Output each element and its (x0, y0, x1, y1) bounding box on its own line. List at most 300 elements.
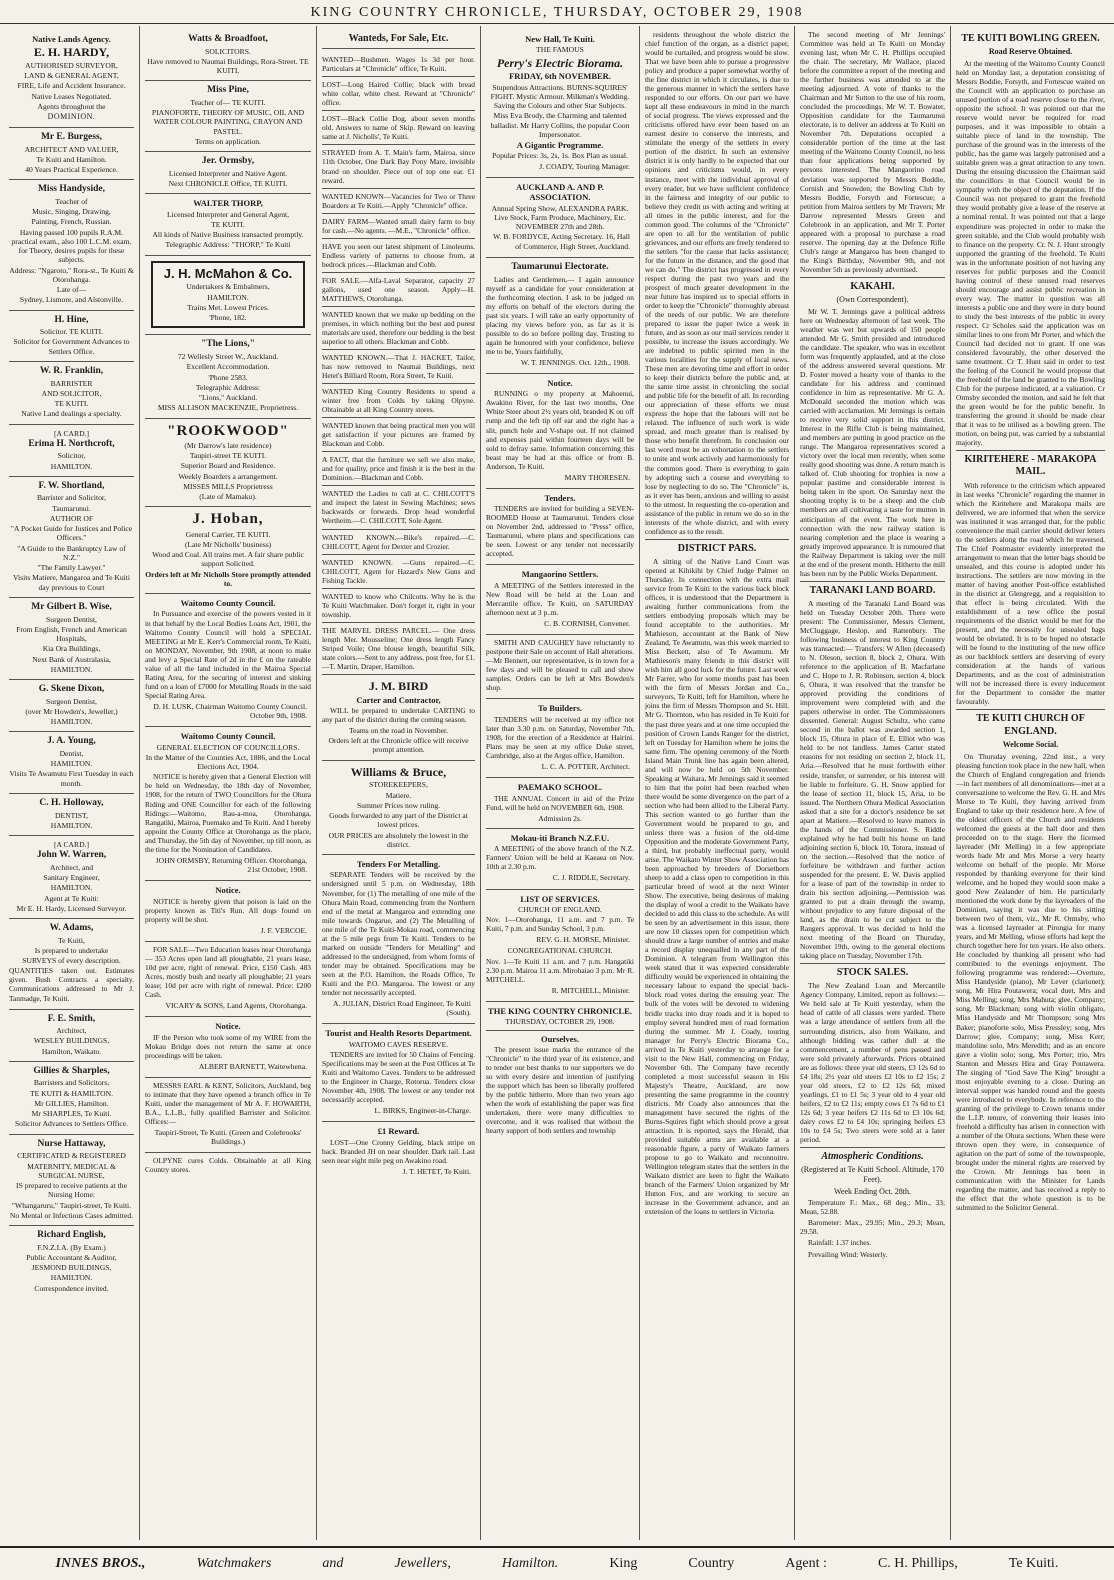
ad-line: Architect, and (49, 862, 93, 872)
ad-line: Solicitor, (57, 451, 86, 461)
divider (800, 581, 945, 582)
adams-ad (9, 919, 134, 1009)
article-body: A meeting of the Taranaki Land Board was held on Tuesday October 20th. There were present: The Commissioner, Messrs Clement, McCluggage, Heslop, and Rattenbury. The following business of interest to King Country was transacted:— Transfers: W Allen (deceased) to N. Oleson, section 8, block 2, Ohura. With reference to the application of B. Macfarlane and C. Hope to J. R. Robinson, section 4, block 6, Ohura, it was resolved that the transfer be approved providing the conditions of improvement were completed with and the papers otherwise in order. The Commissioners dissented. General: August Schultz, who came second in the ballot was awarded section 1, block 15, Ohura in place of E. Elliot who was held to be not landless. James Carter stated reasons for not residing on section 2, block 11, Aria.—Resolved that he must forthwith either reside, transfer, or surrender, or his interest will be liable to forfeiture. G. H. Snow applied for the lease of section 11, block 15, Aria, to be issued. The Northern Ohura Medical Association asked that a site for a doctor's residence be set apart at Matiere.—Resolved to leave matters in the hands of the Commissioner. S. Riddle explained why he had built his house on land adjoining section 6, block 10, Totora, instead of on the section.—Resolved that the notice of forfeiture be withdrawn and further action suspended for the present. E. W. Davis applied for a lease of part of the township in order to drain his section adjoining.—Permission was granted to put a drain through the swamp, without prejudice to any future disposal of the land, as the drain to be cut subject to the Rangers approval. It was decided to hold the next meeting of the Board on Thursday, November 19th, owing to the general elections taking place on Tuesday, November 17th. (800, 598, 945, 961)
forsale-notice (145, 942, 311, 1017)
smith-ad (9, 1010, 134, 1062)
section-title: TE KUITI BOWLING GREEN. (961, 33, 1100, 44)
ad-line: Telegraphic Address: "THORP," Te Kuiti (165, 240, 291, 250)
notice-line: Admission 2s. (538, 813, 582, 823)
ad-line: ARCHITECT AND VALUER, (24, 144, 119, 154)
ad-line: Te Kuiti and Hamilton. (36, 154, 107, 164)
ad-line: (Mr Darrow's late residence) (184, 440, 272, 450)
classified-item: WANTED KNOWN.—That J. HACKET, Tailor, has now removed to Naumai Buildings, next Hetet's Billiard Room, Rora Street, Te Kuiti. (322, 350, 475, 384)
article-body: With reference to the criticism which appeared in last weeks "Chronicle" regarding the manner in which the Kiritehere and Marakopa mails are delivered, we are informed that when the service was instituted it was arranged that, for the public convenience the mail carrier should deliver letters to the settlers along the road which he traversed. The Chief Postmaster evidently interpreted the arrangement to mean that the letter bags should be unsealed, and this course is adopted under his instructions. The settlers are now moving in the matter of having another Post-office established in the district at Glengregg, and a requisition to that effect is being circulated. With the establishment of a new office the postal requirements of the district would be met for the present, and the necessity for unsealed bags would be obviated. It is to be hoped no obstacle will be found to the instituting of the new office as our backblock settlers are deserving of every consideration at the hands of various Departments, and as the cost of administration will not be increased there is every inducement for the Department to consider the matter favourably. (956, 480, 1105, 707)
ad-line: No Mental or Infectious Cases admitted. (9, 1210, 134, 1220)
ad-line: General Carrier, TE KUITI. (185, 529, 271, 539)
hoban-ad (145, 507, 311, 594)
ad-line: Surgeon Dentist, (46, 614, 97, 624)
section-title: KIRITEHERE - MARAKOPA MAIL. (964, 454, 1097, 478)
ad-line: HAMILTON. (50, 759, 93, 769)
notice2 (145, 1017, 311, 1078)
hine-ad (9, 311, 134, 362)
ad-line: Trains Met. Lowest Prices. (187, 302, 269, 312)
notice-signature: C. J. RIDDLE, Secretary. (552, 873, 630, 883)
ad-name: W. Adams, (49, 923, 94, 934)
footer-banner (0, 1546, 1114, 1580)
article-body: The second meeting of Mr Jennings' Committee was held at Te Kuiti on Monday evening last, when Mr C. H. Phillips occupied the chair. The secretary, Mr Wallace, placed before the committee a report of the meeting and the further business was attended to at the meeting adjourned. A vote of thanks to the Chairman and Mr Sutton to the use of his room, concluded the proceedings. Mr W. T. Bowater, Opposition candidate for the Taumarunui electorate, is to deliver an address at Te Kuiti on November 7th. Deputations occupied a considerable portion of the time at the last meeting of the Waitomo County Council, no less than four applications being supported by persons interested. The Mangaorino road deviation was supported by Messrs Boddie, Cornish and Snowden; the Bowling Club by Messrs Boddie, Forsyth and Fortescue; a petition from Mairoa settlers by Mr Travers; Mr Darrow represented Messrs Green and Colebrook in an application, and Mr T. Porter appeared with a proposal to purchase a road reserve. The opening day at the Defence Rifle Club's range at Mangaroa has been changed to the King's Birthday, November 9th, and not November 5th as previously advertised. (800, 30, 945, 274)
article-body: The present issue marks the entrance of the "Chronicle" to the third year of its existence, and to tender our best thanks to our supporters we do so with every desire and intention of justifying the support which has been so liberally proffered by the public hitherto. More than two years ago when the work of establishing the paper was first undertaken, there were many difficulties to overcome, and it was realised that without the hearty support of both settlers and township (486, 1045, 634, 1136)
ad-line: Taumarunui. (52, 503, 91, 513)
ad-name: J. M. BIRD (368, 678, 429, 693)
ad-subtitle: Carter and Contractor, (356, 694, 441, 705)
ad-line: Matiere. (385, 790, 412, 800)
ad-line: Hamilton, Waikato. (41, 1046, 102, 1056)
lions-ad (145, 335, 311, 418)
footer-word: Agent : (785, 1556, 827, 1571)
burgess-ad (9, 128, 134, 180)
divider (800, 1147, 945, 1148)
classified-item: DAIRY FARM—Wanted small dairy farm to buy for cash.—No agents. —M.E., "Chronicle" office. (322, 214, 475, 239)
notice-body: SMITH AND CAUGHEY have reluctantly to postpone their Sale on account of Hall alterations.—Mr Bennett, our representative, is in town for a few days and will be pleased to call and show samples. Orders can be left at Mrs Bowden's shop. (486, 638, 634, 693)
tenders-notice (486, 489, 634, 566)
footer-word: INNES BROS., (55, 1556, 146, 1571)
handyside-ad (9, 180, 134, 310)
footer-word: Watchmakers (196, 1556, 272, 1571)
ad-card: [A CARD.] (53, 840, 90, 850)
weather-wind: Prevailing Wind: Westerly. (808, 1249, 888, 1259)
section-title: KAKAHI. (850, 280, 895, 292)
ad-line: Goods forwarded to any part of the District at lowest prices. (329, 811, 468, 830)
ad-name: J. H. McMahon & Co. (163, 265, 293, 281)
notice-signature: ALBERT BARNETT, Waitewhena. (198, 1061, 307, 1071)
ad-name: AUCKLAND A. AND P. ASSOCIATION. (516, 181, 604, 203)
article-body: At the meeting of the Waitomo County Council held on Monday last, a deputation consisting of Messrs Boddie, Forsyth, and Fortescue waited on the Council with an application to purchase an unused portion of a road reserve close to the river, opposite the school. It was pointed out that the reserve would never be required for road purposes, and it was impossible to obtain a suitable piece of land in the township. The purchase of the ground was in the interests of the public, has the game was largely patronised and a suitable green was a great attraction to any town. During the ensuing discussion the Chairman said the councillors in that Council would be in sympathy with the object of the deputation. If the Council was not prepared to grant the freehold they would probably give a lease of the reserve at a nominal rental. It was pointed out that a large expenditure was projected in order to make the green suitable, and the Club would probably wish to finance on the property. Cr. N. J. Hunt strongly supported the granting of the freehold. Te Kuiti was in the unfortunate position of not having any reserves for public purposes and the Council having control of these unused road reserves should encourage and assist public recreation in every way. The matter in question was all interests a public one and they were in duty bound to study the best interests of the public in every respect. Cr Scholes said the application was on similar lines to one from Mr Porter, and which the Council had decided not to grant. If one was considered favourably, the other deserved the same treatment. Cr T. Hunt said in order to test the feeling of the Council he would propose that the freehold of the land be granted to the Bowling Club for the purpose indicated, at a valuation. Cr Ormsby seconded the motion, and said he felt that the green would be for the public benefit. In transferring the ground it should be made clear that it was to be utilised as a bowling green. The motion, on being put, was carried by a substantial majority. (956, 58, 1105, 448)
church-times: Nov. 1—Otorohanga, 11 a.m. and 7 p.m. Te Kuiti, 7 p.m. and Sunday School, 3 p.m. (486, 915, 634, 934)
notice-body: SEPARATE Tenders will be received by the undersigned until 5 p.m. on Wednesday, 18th November, for (1) The metalling of one mile of the Ohura Main Road, commencing from the Northern end of the metal at Mangaroa and extending one mile towards Ongarue, and (2) The Metalling of one mile of the Te Kuiti-Mokau road, commencing at the 5 mile pegs from Te Kuiti. Tenders to be marked on outside "Tenders for Metalling" and addressed to the undersigned, from whom forms of tender may be obtained. Specifications may be seen at the P.O. Hamilton, the Roads Office, Te Kuiti and the P.O. Mangaroa. The lowest or any tender not necessarily accepted. (322, 870, 475, 997)
wcc1-notice (145, 594, 311, 727)
ad-line: Have removed to Naumai Buildings, Rora-Street. TE KUITI. (147, 56, 309, 76)
classified-item: THE MARVEL DRESS PARCEL.— One dress length Mer. Mousseline; One dress length Fancy Striped Voile; One blouse length, beautiful Silk, state colors.—Sent to any address, post free, for £1.—T. Martin, Draper, Hamilton. (322, 623, 475, 675)
ad-header: Native Lands Agency. (32, 34, 111, 44)
church-times: Nov. 1—Te Kuiti 11 a.m. and 7 p.m. Hangatiki 2.30 p.m. Mairoa 11 a.m. Mirohaiao 3 p.m. Mr R. MITCHELL. (486, 956, 634, 984)
columns (4, 26, 1110, 1540)
ad-line: (over Mr Howden's, Jeweller,) (25, 706, 118, 716)
ad-line: Agents throughout the (37, 101, 106, 111)
section-title: TARANAKI LAND BOARD. (809, 584, 936, 596)
ad-line: Native Leases Negotiated. (31, 91, 112, 101)
ad-name: Perry's Electric Biorama. (496, 55, 624, 70)
ad-name: "The Lions," (201, 339, 255, 350)
smith-caughey-notice (486, 635, 634, 699)
notice-signature: C. B. CORNISH, Convener. (544, 618, 630, 628)
footer-word: and (322, 1556, 344, 1571)
rookwood-ad (145, 419, 311, 508)
notice-title: Mokau-iti Branch N.Z.F.U. (510, 832, 610, 843)
notice-signature: Taupiri-Street, Te Kuiti. (Green and Colebrooks' Buildings.) (154, 1128, 302, 1147)
ad-name: Gillies & Sharples, (33, 1065, 110, 1076)
mcmahon-ad (145, 256, 311, 336)
ad-line: HAMILTON. (50, 820, 93, 830)
ad-line: Surgeon Dentist, (46, 696, 97, 706)
column-4 (481, 26, 640, 1540)
ad-line: Painting, French, Russian. (31, 217, 112, 227)
weather-temperature: Temperature F.: Max., 68 deg.; Min., 33; Mean, 52.88. (800, 1198, 945, 1217)
church-name: CHURCH OF ENGLAND. (518, 904, 602, 914)
ad-line: Annual Spring Show, ALEXANDRA PARK. Live Stock, Farm Produce, Machinery, Etc. NOVEMBER 27th and 28th. (491, 203, 629, 232)
notice-signature: JOHN ORMSBY, Returning Officer. Otorohanga, 21st October, 1908. (155, 855, 307, 874)
ad-name: Nurse Hattaway, (37, 1138, 106, 1149)
ad-line: 'Phone, 182. (209, 313, 247, 323)
notice-body: NOTICE is hereby given that poison is laid on the property known as Titi's Run. All dogs found on property will be shot. (145, 896, 311, 924)
weather-rainfall: Rainfall: 1.37 inches. (808, 1238, 872, 1248)
weather-week: Week Ending Oct. 28th. (834, 1186, 911, 1196)
ad-line: Agent at Te Kuiti: (44, 893, 99, 903)
ad-line: PIANOFORTE, THEORY OF MUSIC, OIL AND WATER COLOUR PAINTING, CRAYON AND PASTEL. (151, 108, 305, 136)
ad-line: Terms on application. (195, 136, 261, 146)
ad-name: W. R. Franklin, (39, 365, 104, 376)
wcc2-notice (145, 727, 311, 881)
article-body: Mr W. T. Jennings gave a political address here on Wednesday afternoon of last week. The weather was wet but upwards of 150 people attended. Mr G. Smith presided and introduced the candidate. The speaker, who was in excellent form was frequently applauded, and at the close of the address answered several questions. Mr D. Foster moved a hearty vote of thanks to the candidate for his address and continued confidence in him as representative. Mr G. A. McDonald seconded the motion which was carried with acclamation. Mr Jennings is certain to receive very solid support in this district. Interest in the Rifle Club is being maintained, and members are putting in good practice on the range. The Mangaroa representatives scored a victory over the local men recently, when some really good shooting was done. A return match is talked of. Club shooting for trophies is now a popular pastime and considerable interest is being taken in the sport. On Saturday next the shooting trophy is to be a sheep and the club members are all cultivating a taste for mutton in anticipation of the event. The work here in connection with the new railway station is nearing completion and the place is wearing a greatly improved appearance. It is rumoured that the Railway Department is taking over the mill at the end of the present month. Hitherto the mill has been run by the Public Works Department. (800, 306, 945, 578)
ad-name: J. Hoban, (192, 511, 264, 528)
notice-signature: J. F. VERCOE. (260, 925, 307, 935)
builders-notice (486, 699, 634, 778)
ad-header: New Hall, Te Kuiti. (525, 34, 595, 44)
notice-subtitle: WAITOMO CAVES RESERVE. (348, 1039, 449, 1049)
ad-line: F.N.Z.I.A. (By Exam.) (37, 1242, 106, 1252)
franklin-ad (9, 362, 134, 425)
notice-body: NOTICE is hereby given that a General Election will be held on Wednesday, the 18th day of November, 1908, for the return of TWO Councillors for the Ohura Riding and ONE Councillor for each of the following Ridings:—Waitomo, Rau-a-moa, Otorohanga, Rangatiki, Mairoa, Puemako and Te Kuiti. And I hereby appoint the County Office at Otorohanga as the place, and Thursday, the 5th day of November, up till noon, as the time for the Nomination of Candidates. (145, 772, 311, 854)
divider (645, 539, 789, 540)
ad-line: Popular Prices: 3s, 2s, 1s. Box Plan as usual. (492, 151, 628, 161)
ad-line: HAMILTON. (50, 883, 93, 893)
ad-body: WILL be prepared to undertake CARTING to any part of the district during the coming season. (322, 705, 475, 724)
tourist-tender (322, 1024, 475, 1122)
ad-name: Miss Handyside, (37, 184, 106, 195)
ad-line: Next Bank of Australasia, (32, 654, 111, 664)
ad-line: Native Land dealings a specialty. (21, 409, 122, 419)
ad-name: Mr Gilbert B. Wise, (31, 601, 112, 612)
ad-line: Teams on the road in November. (348, 725, 448, 735)
ad-line: A Gigantic Programme. (516, 140, 604, 151)
church-name: CONGREGATIONAL CHURCH. (507, 946, 613, 956)
notice-title: Tenders. (544, 492, 576, 503)
church-minister: R. MITCHELL, Minister. (551, 985, 630, 995)
ad-line: From English, French and American Hospitals, (16, 624, 127, 644)
warren-ad (9, 836, 134, 919)
ad-line: Undertakers & Embalmers, (186, 282, 270, 292)
ad-line: SOLICITORS. (205, 46, 251, 56)
classified-item: WANTED known that being practical men you will get satisfaction if your pictures are framed by Blackman and Cobb. (322, 418, 475, 452)
notice-signature: D. H. LUSK, Chairman Waitomo County Council. October 9th, 1908. (153, 701, 307, 721)
ad-line: WESLEY BUILDINGS, (33, 1036, 110, 1046)
ad-line: FIRE, Life and Accident Insurance. (17, 81, 126, 91)
notice-body: Ladies and Gentlemen,— I again announce myself as a candidate for your consideration at the forthcoming election. I ask to be judged on my efforts on behalf of the electors during the past six years. I will take an early opportunity of placing my views before you, as far as it is possible to do so before polling day. Trusting to again be honoured with your confidence, believe me to be, Yours faithfully, (486, 274, 634, 356)
ad-line: Telegraphic Address: (195, 382, 261, 392)
classified-item: WANTED known that we make up bedding on the premises, in which nothing but the best and purest materials are used, therefore our bedding is the best superior to all others. Blackman and Cobb. (322, 307, 475, 350)
young-ad (9, 732, 134, 794)
ad-line: AND SOLICITOR, (41, 388, 102, 398)
ad-name: John W. Warren, (36, 850, 107, 861)
notice-signature: J. T. HETET, Te Kuiti. (402, 1166, 471, 1176)
steer-notice (486, 374, 634, 489)
notice-body: RUNNING o my property at Mahoenui, Awakino River, for the last two months, One White Steer about 2½ years old, branded K on off rump and the left tip off ear and the right has a slit, punch hole and V-shape out. If not claimed and expenses paid within fourteen days will be sold to defray same. Information concerning this beast may be had at this office or from B. Anderson, Te Kuiti. (486, 389, 634, 471)
classified-item: STRAYED from A. T. Main's farm, Mairoa, since 11th October, One Dark Bay Pony Mare, invisible brand on shoulder. Piece out of top one ear. £1 reward. (322, 145, 475, 188)
ad-name: Williams & Bruce, (350, 764, 447, 779)
shortland-ad (9, 477, 134, 598)
ad-line: HAMILTON. (50, 461, 93, 471)
hardy-ad (9, 30, 134, 128)
ad-name: Jer. Ormsby, (201, 156, 255, 167)
notice-title: Notice. (215, 885, 241, 896)
ad-name: F. E. Smith, (47, 1013, 96, 1024)
northcroft-ad (9, 425, 134, 477)
ad-line: BARRISTER (50, 378, 93, 388)
mangaorino-notice (486, 565, 634, 635)
notice-body: FOR SALE—Two Education leases near Otorohanga— 353 Acres open land all ploughable, 21 years lease, 10d per acre, right of renewal. Price, £150 Cash. 483 Acres, mostly bush and nearly all ploughable; 21 years lease; 10d per acre with right of renewal. Price: £200 Cash. (145, 944, 311, 1000)
ad-line: THE FAMOUS (536, 45, 584, 55)
ad-name: E. H. HARDY, (33, 45, 110, 60)
ad-name: Watts & Broadfoot, (188, 34, 268, 44)
column-5 (640, 26, 795, 1540)
notice-title: £1 Reward. (377, 1126, 420, 1137)
church-minister: REV. G. H. MORSE, Minister. (536, 935, 630, 945)
electorate-notice (486, 258, 634, 374)
ad-line: DENTIST, (55, 810, 88, 820)
ad-line: Next CHRONICLE Office, TE KUITI. (168, 178, 288, 188)
ad-line: "The Family Lawyer." (37, 563, 106, 573)
ad-line: OUR PRICES are absolutely the lowest in the district. (328, 830, 469, 849)
divider (800, 277, 945, 278)
notice-body: In Pursuance and exercise of the powers vested in it in that behalf by the Local Bodies Loans Act, 1901, the Waitomo County Council will hold a SPECIAL MEETING at Mr E. Kerr's Commercial room, Te Kuiti, on MONDAY, November, 9th 1908, at noon to make and levy a Special Rate of 2d in the £ on the rateable value of all the land included in the Mairoa Special Rating Area, for the securing of interest and sinking fund on a loan of £7000 for Metalling Roads in the said Special Rating Area. (145, 609, 311, 700)
classified-item: LOST—Long Haired Collie; black with bread white collar, white chest. Reward at "Chronicle" office. (322, 77, 475, 111)
section-subtitle: (Own Correspondent). (836, 295, 909, 305)
ad-line: (Late Mr Nicholls' business) (184, 539, 272, 549)
ad-line: Music, Singing, Drawing, (32, 207, 111, 217)
wise-ad (9, 598, 134, 680)
ad-line: AUTHORISED SURVEYOR, (25, 60, 118, 70)
divider (486, 1030, 634, 1031)
notice-title: Tenders For Metalling. (356, 859, 441, 870)
footer-word: Country (688, 1556, 735, 1571)
ad-line: Stupendous Attractions. BURNS-SQUIRES' FIGHT. Mystic Armour. Milkman's Wedding. Saving the Colours and other Star Subjects. (490, 82, 630, 111)
divider (322, 48, 475, 49)
notice1 (145, 881, 311, 942)
mokau-notice (486, 829, 634, 890)
ad-line: Dentist, (59, 748, 84, 758)
ad-line: "Lions," Auckland. (198, 393, 258, 403)
mcmahon-box (151, 261, 305, 329)
ad-line: Visits Matiere, Mangaroa and Te Kuiti day previous to Court (13, 573, 130, 592)
biorama-ad (486, 30, 634, 178)
ad-line: MISSES MILLS Proprietress (183, 481, 273, 491)
notice-title: Taumarunui Electorate. (511, 261, 609, 272)
ad-line: Mr E. H. Hardy, Licensed Surveyor. (16, 903, 127, 913)
notice-signature: VICARY & SONS, Land Agents, Otorohanga. (165, 1001, 307, 1011)
earl-notice (145, 1078, 311, 1153)
ad-name: H. Hine, (54, 314, 89, 325)
notice-title: LIST OF SERVICES. (520, 893, 600, 904)
notice-signature: W. T. JENNINGS. Oct. 12th., 1908. (520, 357, 630, 367)
article-body: A sitting of the Native Land Court was opened at Kihikihi by Chief Judge Palmer on Thursday. In connection with the extra mail service from Te Kuiti to the various back block offices, it is understood that the Department is awaiting further communications from the settlers embodying proposals which may be found acceptable to the authorities. Mr Mathieson, accountant at the Bank of New Zealand, Te Awamutu, was this week married to Miss Beckett, also of Te Awamutu. Mr Mathieson's many friends in this district will wish him all good luck for the future. Last week Mr Farrer, who for some months past has been with the firm of Messrs Jordan and Co., surveyors, Te Kuiti, left for Hamilton, where he joins the firm of Messrs Thompson and St. Hill. Mr G. Thornton, who has resided in Te Kuiti for the past three years and at one time occupied the position of Crown Lands Ranger for the district, left on Tuesday for Hamilton where he joins the same firm. The opening ceremony of the North Island Main Trunk line has again been altered, and will now be held on 5th November. Speaking at Waitara, Mr Jennings said it seemed to him that the point had been reached when there would be some divergence on the part of a section who had been allied to the Liberal Party. This section wanted to go further than the Government would be prepared to go, and unless there was a fusion of the old-time Opposition and the moderate Government Party, a third, but probably ineffectual party, would arise. The Waikato Winter Show Association has been approached by breeders of Dorsethorn sheep to add a class open to competition in this particular breed of wool at the next Winter Show. The executive, being desirous of making the display of wool a credit to the Waikato have decided to add this class to the schedule. As will be seen by an advertisement in this issue, there are now 10 classes open for competition which should draw a large number of entries and make a record display unequalled in any part of the Dominion. A telegram from Wellington this week stated that it was expected considerable difficulty would be experienced in obtaining the necessary labour to expand the special back-block road votes during the ensuing year. The bulk of the votes will be devoted to widening bridle tracks into dray roads and it is hoped to employ several hundred men of road formation during the summer. Mr J. Coady, touring manager for Perry's Electric Biorama Co., arrived in Te Kuiti yesterday to arrange for a visit to the New Hall, commencing on Friday, November 6th. The Company have recently completed a most successful season in His Majesty's Theatre, Auckland, are now presenting the same programme in the country districts. Mr Coady also announces that the management have secured the rights of the Burns-Squires fight which should prove a great attraction. It is reported, says the Herald, that provided suitable arms are available at a reasonable figure, a party of Waikato farmers propose to go to Waikato and reconnoitre. Wellington telegram states that the settlers in the Waikato district are keen to fight the Waikato branch of the Farmers' Union organized by Mr Hutton Fox, and are working to secure an increase in the Government advance, and an extension of the loans to settlers in Victoria. (645, 556, 789, 1217)
section-subtitle: Welcome Social. (1002, 739, 1059, 749)
ad-name: Miss Pine, (207, 85, 249, 96)
ad-date: FRIDAY, 6th NOVEMBER. (509, 71, 611, 82)
footer-word: Te Kuiti. (1008, 1556, 1059, 1571)
classified-item: LOST—Black Collie Dog, about seven months old. Answers to name of Skip. Reward on leaving same at J. Nicholls', Te Kuiti. (322, 111, 475, 145)
article-body: The New Zealand Loan and Mercantile Agency Company, Limited, report as follows:— We held sale at Te Kuiti yesterday, when the head of cattle of all classes were yarded. There was a large attendance of settlers from all the surrounding districts, also from Waikato, and although bidding was rather dull at the commencement, a number of pens passed and were sold privately afterwards. Prices obtained are as follows: three year old steers, £3 12s 6d to £4 18s; 2½ year old steers £2 10s to £2 15s; 2 year old steers, £2 to £2 12s 6d; mixed yearlings, £1 to £1 5s; 3 year old to 4 year old heifers, £2 to £2 11s; empty cows £1 7s 6d to £1 12s 6d; 3 year heifers £2 11s 6d to £3 10s 6d; dairy cows £2 to £4 10s; springing heifers £3 10s to £4 5s; Two steers were sold at a later period. (800, 981, 945, 1144)
notice-body: TENDERS are invited for building a SEVEN-ROOMED House at Taumarunui. Tenders close on November 2nd, addressed to "Press" office, Taumarunui, where plans and specifications can be seen. Lowest or any tender not necessarily accepted. (486, 504, 634, 559)
english-ad (9, 1226, 134, 1298)
column-7 (951, 26, 1110, 1540)
ad-line: HAMILTON. (50, 717, 93, 727)
ad-line: Solicitor Advances to Settlers Office. (14, 1119, 129, 1129)
ad-line: Solicitor. TE KUITI. (39, 327, 104, 337)
ad-line: TE KUITI. (211, 219, 245, 229)
ad-line: HAMILTON. (207, 292, 249, 302)
ad-line: Mr SHARPLES, Te Kuiti. (31, 1109, 112, 1119)
classified-item: WANTED the Ladies to call at C. CHILCOTT'S and inspect the latest in Sewing Machines; sews backwards or forwards. Drop head wonderful Wertheim.—C. CHILCOTT, Sole Agent. (322, 486, 475, 529)
classified-item: WANTED—Bushmen. Wages 1s 3d per hour. Particulars at "Chronicle" office, Te Kuiti. (322, 52, 475, 77)
ad-line: Orders left at the Chronicle office will receive prompt attention. (328, 736, 469, 755)
section-subtitle: (Registered at Te Kuiti School. Altitude, 170 Feet). (801, 1165, 944, 1184)
ad-name: WALTER THORP, (193, 198, 263, 209)
ad-line: MISS ALLISON MACKENZIE, Proprietress. (157, 403, 299, 413)
divider (800, 963, 945, 964)
notice-body: OLPYNE cures Colds. Obtainable at all King Country stores. (145, 1155, 311, 1174)
ad-line: Barristers and Solicitors, (33, 1078, 110, 1088)
ad-line: Correspondence invited. (34, 1283, 109, 1293)
notice-body: TENDERS will be received at my office not later than 3.30 p.m. on Saturday, November 7th, 1908, for the erection of a Residence at Hairini. Plans may be seen at my office Duke street, Cambridge, also at the Argus office, Hamilton. (486, 714, 634, 760)
classified-item: A FACT, that the furniture we sell we also make, and for quality, price and finish it is the best in the Dominion.—Blackman and Cobb. (322, 452, 475, 486)
ad-line: 'Phone 2583. (208, 372, 248, 382)
ad-name: J. A. Young, (47, 736, 96, 747)
ad-line: HAMILTON. (50, 664, 93, 674)
notice-body: LOST—One Cronny Gelding, black stripe on back. Branded JH on near shoulder. Dark tail. Last seen near eight mile peg on Awakino road. (322, 1137, 475, 1165)
ad-line: All kinds of Native Business transacted promptly. (152, 230, 304, 240)
ad-line: Te Kuiti, (58, 935, 85, 945)
notice-body: A MEETING of the Settlers interested in the New Road will be held at the Loan and Mercantile office, Te Kuiti, on SATURDAY afternoon next at 3 p..m. (486, 580, 634, 617)
notice-signature: L. C. A. POTTER, Architect. (541, 761, 630, 771)
dixon-ad (9, 680, 134, 732)
ad-line: Teacher of— TE KUITI. (190, 97, 266, 107)
auckland-show-ad (486, 178, 634, 258)
classified-item: FOR SALE.—Alfa-Laval Separator, capacity 27 gallons, used one season. Apply—H. MATTHEWS, Otorohanga. (322, 273, 475, 307)
ad-line: Barrister and Solicitor, (36, 493, 107, 503)
notice-title: PAEMAKO SCHOOL. (517, 782, 603, 793)
ad-line: Sydney, Lismore, and Alstonville. (19, 295, 124, 305)
classified-item: HAVE you seen our latest shipment of Linoleums. Endless variety of patterns to choose from, at bedrock prices.—Blackman and Cobb. (322, 239, 475, 273)
thorp-ad (145, 194, 311, 255)
ad-line: Licensed Interpreter and General Agent, (166, 209, 290, 219)
column-6 (795, 26, 951, 1540)
williams-ad (322, 761, 475, 855)
ad-line: IS prepared to receive patients at the Nursing Home: (16, 1181, 127, 1200)
footer-word: King (609, 1556, 638, 1571)
paemako-notice (486, 778, 634, 829)
ad-line: Orders left at Mr Nicholls Store promptly attended to. (145, 569, 311, 588)
ad-line: Solicitor for Government Advances to Settlers Office. (13, 337, 130, 356)
ad-name: Mr E. Burgess, (40, 131, 103, 142)
ad-line: STOREKEEPERS, (369, 780, 428, 790)
ad-line: AUTHOR OF (49, 513, 94, 523)
notice-title: Notice. (547, 378, 573, 389)
notice-title: Waitomo County Council. (180, 598, 276, 609)
ad-line: QUANTITIES taken out. Estimates given. Bush Contracts a specialty. Communications addressed to Mr J. Tanmadge, Te Kuiti. (9, 966, 134, 1003)
notice-title: To Builders. (537, 703, 583, 714)
footer-word: Jewellers, (394, 1556, 451, 1571)
ad-line: JESMOND BUILDINGS, (31, 1263, 112, 1273)
column-2 (140, 26, 317, 1540)
watts-ad (145, 30, 311, 81)
ad-line: Excellent Accommodation. (186, 362, 270, 372)
article-body: residents throughout the whole district the chief function of the organ, as a district paper, would be curtailed, and progress would be slow. That we have been able to pursue a progressive policy and produce a paper somewhat worthy of the fine district in which it circulates, is due to the generous manner in which the settlers have responded to our efforts. On our part we have kept all these endeavours in mind in the march of social progress. The views expressed and the criticisms offered have ever been based on an earnest desire to conserve the interests, and stimulate the energy of the settlers in every portion of the district. In such an extensive district it is only hardly to be expected that our opinions and criticisms would, in every instance, meet with the individual approval of every reader, but we have sufficient confidence in the fairness and integrity of our public to believe they credit us with acting and writing at all times in the public interest, and for the common good. The columns of the "Chronicle" are open to all for the ventilation of public grievances, and our efforts are freely tendered to the settlers "for the cause that lacks assistance; for the future in the distance, and the good that we can do." The district has progressed in every respect during the past two years and the prospect of much greater development in the near future has inspired us to special efforts in order to keep the "Chronicle" thoroughly abreast of the needs of our public. We are therefore prepared to issue the paper twice a week in future, and as soon as our mail services render it possible, to increase the issues accordingly. We are indebted to public spirited men in the various localities for the supply of local news. These men are devoting time and effort in order to keep their districts before the public and, at the same time assist in chronicling the social and public life for the benefit of all. In recording our appreciation of these efforts we must express the hope that the labours will not be relaxed. The influence of such work is wide spread, and much greater than is realised by those who benefit therefrom. In conclusion our last word must be an exhortation to the settlers to unite and work actively and harmoniously for the common good. There is everything to gain by adopting such a course and everything to lose by neglecting to do so. The "Chronicle" is, as it ever has been, anxious and willing to assist to the utmost. In requesting the co-operation and assistance of the public in return we do so in the interests of the whole district, and with every confidence as to the result. (645, 30, 789, 536)
ad-line: Is prepared to undertake (34, 945, 109, 955)
masthead: KING COUNTRY CHRONICLE, THURSDAY, OCTOBER 29, 1908 (0, 0, 1114, 24)
ad-line: Late of— (56, 285, 87, 295)
ad-line: 40 Years Practical Experience. (25, 165, 118, 175)
ad-name: C. H. Holloway, (39, 797, 104, 808)
footer-word: Hamilton. (501, 1556, 559, 1571)
ad-line: TE KUITI. (54, 399, 89, 409)
weather-barometer: Barometer: Max., 29.95; Min., 29.3; Mean, 29.58. (800, 1218, 945, 1237)
ad-line: Public Accountant & Auditor, (26, 1252, 117, 1262)
ad-signature: W. B. FORDYCE, Acting Secretary. 16, Hall of Commerce, High Street, Auckland. (493, 232, 630, 251)
notice-subtitle: GENERAL ELECTION OF COUNCILLORS. (156, 742, 300, 752)
ad-line: Visits Te Awamutu First Tuesday in each month. (9, 769, 134, 788)
classified-item: WANTED KNOWN—Vacancies for Two or Three Boarders at Te Kuiti.—Apply "Chronicle" office. (322, 189, 475, 214)
ad-signature: J. COADY, Touring Manager. (539, 161, 630, 171)
pine-ad (145, 81, 311, 152)
hattaway-ad (9, 1135, 134, 1226)
article-title: Ourselves. (540, 1033, 579, 1044)
ad-name: Erima H. Northcroft, (28, 438, 115, 449)
bird-ad (322, 675, 475, 761)
section-title: Atmospheric Conditions. (821, 1150, 924, 1162)
ad-line: Licensed Interpreter and Native Agent. (168, 168, 288, 178)
ad-line: Architect, (56, 1026, 87, 1036)
ad-line: 72 Wellesly Street W., Auckland. (177, 352, 279, 362)
services-list (486, 890, 634, 1003)
footer-word: C. H. Phillips, (877, 1556, 958, 1571)
notice-signature: A. JULIAN, District Road Engineer, Te Kuiti (South). (332, 998, 471, 1018)
classified-item: WANTED KNOWN. —Guns repaired.—C. CHILCOTT, Agent for Hazard's New Guns and Fishing Tackle. (322, 555, 475, 589)
ad-line: Miss Eva Brody, the Charming and talented balladist. Mr Harry Collins, the popular Coon Impersonator. (490, 111, 630, 139)
ad-line: Summer Prices now ruling. (356, 800, 441, 810)
ad-line: Mr GILLIES, Hamilton. (34, 1098, 109, 1108)
column-3 (317, 26, 481, 1540)
notice-title: Mangaorino Settlers. (521, 569, 599, 580)
paper-date: THURSDAY, OCTOBER 29, 1908. (505, 1017, 615, 1027)
ad-line: Sanitary Engineer, (43, 873, 100, 883)
ad-line: (Late of Mamaku). (199, 492, 257, 502)
notice-body: TENDERS are invited for 50 Chains of Fencing. Specifications may be seen at the Post Offices at Te Kuiti and Waitomo Caves. Tenders to be addressed to the Engineer in Charge, Rotorua. Tenders close November 4th, 1908. The lowest or any tender not necessarily accepted. (322, 1049, 475, 1105)
ad-line: Superior Board and Residence. (180, 461, 276, 471)
classified-item: WANTED King Country Residents to spend a winter free from Colds by taking Olpyne. Obtainable at all King Country stores. (322, 384, 475, 418)
notice-title: Tourist and Health Resorts Department. (325, 1028, 472, 1039)
article-body: On Thursday evening, 22nd inst., a very pleasing function took place in the new hall, when the Church of England congregation and friends—in fact members of all denominations—met at a conversazione to welcome the Rev. G. H. and Mrs Morse to Te Kuiti, they having arrived from England to take up their residence here. A few of the oldest officers of the Church and residents welcomed the guests at the hall door and then proceeded on to the stage. Here the licensed layreader (Mr Melling) in a few appropriate words bade Mr and Mrs Morse a very hearty welcome on behalf of the people. Mr Morse responded by thanking everyone for their kind welcome, and he hoped they would soon make a good New Zealander of him. He particularly mentioned the work done by the layreaders of the Dominion, saying it was due to his sitting between two of them, viz., Mr R. Ormsby, who was a licensed layreader at Pirongia for many years, and Mr Melling, whose efforts had kept the church together here for ten years. He also others. He concluded by thanking all present who had contributed to the evenings enjoyment. The following programme was rendered:—Overture, Miss Handyside (piano), Mr Lever (clarionet); song, Mr Hira Poutawera; vocal duet, Mrs and Miss Melling; song, Mrs Mahuta; glee, Company; song, Mr Blackman; song with violin obligato, Miss Handyside and Mr Thompson; song Mrs Baker; pianoforte solo, Miss Pressley; song, Mrs Darrow; glee, Company; song, Miss Kerr; mandoline solo, Mrs Meredith; and as an encore gave a violin solo; song, Mrs Porter; trio, Mrs Stanton and Messrs Hira and Gray Poutawera. The singing of "God Save The King" brought a most enjoyable evening to a close. During an interval supper was handed round and the guests were introduced to everybody. In reference to the granting of the privilege to Crown tenants under the L.I.P. tenure, of converting their leases into freehold a difficulty has arisen in connection with a number of the Ohura sections. When these were thrown open they were, in consequence of agitation on the part of some of the townspeople, brought under the mineral rights are reserved by the Crown. Mr Jennings has been in communication with the Minister for Lands regarding the matter, and has received a reply to the effect that the whole question is to be submitted to the Solicitor General. (956, 751, 1105, 1213)
notice-body: THE ANNUAL Concert in aid of the Prize Fund, will be held on NOVEMBER 6th, 1908. (486, 793, 634, 812)
section-title: TE KUITI CHURCH OF ENGLAND. (976, 713, 1085, 737)
ad-name: F. W. Shortland, (38, 480, 105, 491)
notice-title: Notice. (215, 1021, 241, 1032)
ad-line: Weekly Boarders a arrangement. (178, 471, 278, 481)
olpyne-notice (145, 1153, 311, 1180)
editorial (486, 1002, 634, 1141)
classified-item: WANTED KNOWN.—Bike's repaired.—C. CHILCOTT, Agent for Dexter and Crozier. (322, 530, 475, 555)
column-1 (4, 26, 140, 1540)
ad-line: DOMINION. (47, 112, 96, 122)
ad-line: "A Guide to the Bankruptcy Law of N.Z." (17, 543, 126, 562)
